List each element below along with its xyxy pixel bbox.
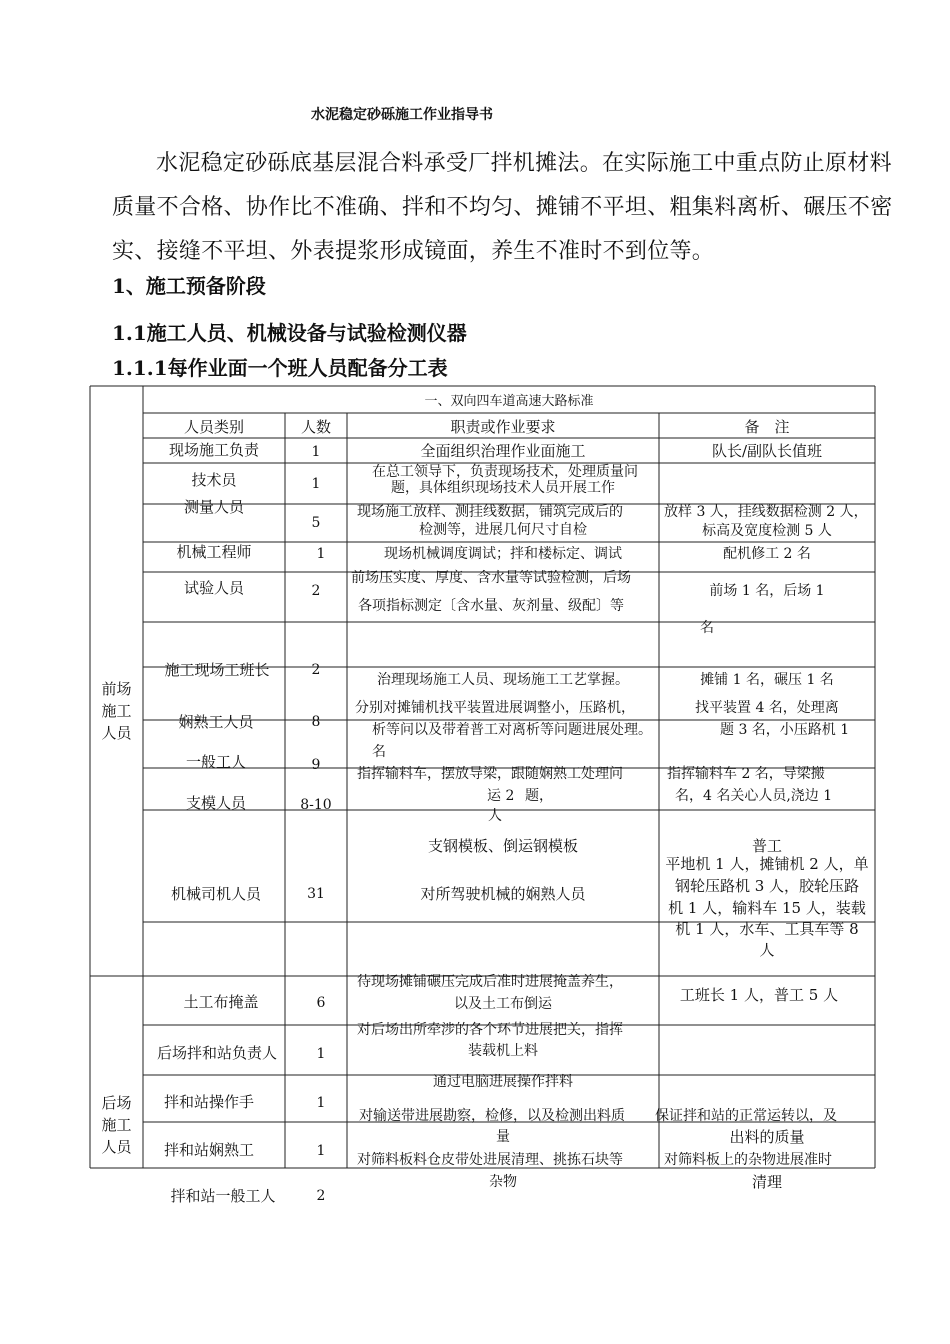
cell-role: 拌和站娴熟工 xyxy=(163,1141,254,1159)
cell-role: 测量人员 xyxy=(183,498,244,516)
cell-note-line: 放样 3 人，挂线数据检测 2 人， xyxy=(664,504,868,520)
header-duty: 职责或作业要求 xyxy=(450,418,556,436)
cell-role: 拌和站一般工人 xyxy=(170,1187,276,1205)
document-title: 水泥稳定砂砾施工作业指导书 xyxy=(311,107,493,123)
cell-duty-line: 以及土工布倒运 xyxy=(454,996,552,1012)
cell-role: 机械工程师 xyxy=(176,543,252,561)
cell-duty-line: 通过电脑进展操作拌料 xyxy=(433,1074,573,1090)
cell-role: 后场拌和站负责人 xyxy=(156,1044,277,1062)
cell-duty-line: 对后场出所牵涉的各个环节进展把关，指挥 xyxy=(357,1022,623,1038)
heading-1: 1、施工预备阶段 xyxy=(112,274,266,298)
intro-paragraph: 水泥稳定砂砾底基层混合料承受厂拌机摊法。在实际施工中重点防止原材料质量不合格、协作比不准确、拌和不均匀、摊铺不平坦、粗集料离析、碾压不密实、接缝不平坦、外表提浆形成镜面，养生不准时不到位等。 xyxy=(112,151,893,264)
cell-note: 工班长 1 人，普工 5 人 xyxy=(679,986,839,1004)
cell-role: 一般工人 xyxy=(185,753,246,771)
cell-count: 1 xyxy=(316,1143,326,1159)
cell-duty-line: 指挥输料车，摆放导梁，跟随娴熟工处理问 xyxy=(357,766,623,782)
cell-role: 机械司机人员 xyxy=(170,885,261,903)
cell-note: 队长/副队长值班 xyxy=(711,442,823,460)
cell-count: 1 xyxy=(316,1095,326,1111)
cell-duty-line: 量 xyxy=(496,1129,510,1145)
cell-duty-line: 待现场摊铺碾压完成后准时进展掩盖养生， xyxy=(357,974,623,990)
cell-duty-line: 前场压实度、厚度、含水量等试验检测，后场 xyxy=(351,570,631,586)
cell-count: 1 xyxy=(316,1046,326,1062)
cell-note-line: 保证拌和站的正常运转以，及 xyxy=(655,1108,837,1124)
cell-role: 支模人员 xyxy=(185,794,246,812)
cell-note-line: 名 xyxy=(700,620,714,636)
cell-note-line: 平地机 1 人，摊铺机 2 人，单 xyxy=(665,855,869,873)
cell-note-line: 出料的质量 xyxy=(729,1128,805,1146)
table-caption: 一、双向四车道高速大路标准 xyxy=(424,394,594,409)
group-front: 前场 施工 人员 xyxy=(101,680,132,742)
cell-role: 拌和站操作手 xyxy=(163,1093,254,1111)
cell-duty-line: 名 xyxy=(372,744,386,760)
cell-note-line: 对筛料板上的杂物进展准时 xyxy=(664,1152,832,1168)
cell-note-line: 钢轮压路机 3 人，胶轮压路 xyxy=(674,877,860,895)
cell-duty: 治理现场施工人员、现场施工工艺掌握。 xyxy=(377,672,629,688)
cell-note: 配机修工 2 名 xyxy=(723,546,811,562)
cell-role: 试验人员 xyxy=(183,579,244,597)
cell-duty-line: 题， xyxy=(525,788,553,804)
cell-duty-line: 对筛料板料仓皮带处进展清理、挑拣石块等 xyxy=(357,1152,623,1168)
cell-count: 2 xyxy=(311,583,321,599)
cell-duty-line: 题，具体组织现场技术人员开展工作 xyxy=(391,480,615,496)
cell-duty-line: 在总工领导下，负责现场技术，处理质量问 xyxy=(372,464,638,480)
cell-note-line: 名，4 名关心人员,浇边 1 xyxy=(675,788,833,804)
cell-duty: 全面组织治理作业面施工 xyxy=(420,442,586,460)
cell-count: 1 xyxy=(311,476,321,492)
cell-duty-line: 分别对摊铺机找平装置进展调整小，压路机， xyxy=(355,700,635,716)
cell-role: 施工现场工班长 xyxy=(164,661,270,679)
header-note: 备 注 xyxy=(744,418,790,436)
cell-note-line: 人 xyxy=(759,941,775,959)
cell-duty-line: 装载机上料 xyxy=(468,1043,538,1059)
cell-count: 2 xyxy=(316,1188,326,1204)
cell-note-line: 机 1 人，输料车 15 人，装载 xyxy=(668,899,866,917)
cell-count: 9 xyxy=(311,757,321,773)
cell-role: 技术员 xyxy=(191,471,237,489)
cell-duty-line: 杂物 xyxy=(489,1174,517,1190)
cell-count: 8-10 xyxy=(300,797,332,813)
cell-duty-line: 人 xyxy=(488,808,502,824)
cell-count: 6 xyxy=(316,995,326,1011)
cell-duty-line: 检测等，进展几何尺寸自检 xyxy=(419,522,587,538)
cell-count: 31 xyxy=(307,886,325,902)
cell-role: 现场施工负责 xyxy=(168,441,259,459)
cell-note-line: 指挥输料车 2 名，导梁搬 xyxy=(667,766,825,782)
cell-note: 普工 xyxy=(751,837,782,855)
cell-duty-line: 对输送带进展勘察，检修，以及检测出料质 xyxy=(359,1108,625,1124)
group-back: 后场 施工 人员 xyxy=(101,1094,132,1156)
cell-note: 摊铺 1 名，碾压 1 名 xyxy=(700,672,834,688)
cell-count: 1 xyxy=(311,444,321,460)
cell-note-line: 机 1 人，水车、工具车等 8 xyxy=(675,920,859,938)
cell-note-line: 题 3 名，小压路机 1 xyxy=(720,722,850,738)
cell-duty-line: 现场施工放样、测挂线数据，铺筑完成后的 xyxy=(357,504,623,520)
heading-1-1-1: 1.1.1每作业面一个班人员配备分工表 xyxy=(112,356,448,380)
cell-count: 5 xyxy=(311,515,321,531)
cell-duty-line: 析等问以及带着普工对离析等问题进展处理。 xyxy=(372,722,652,738)
heading-1-1: 1.1施工人员、机械设备与试验检测仪器 xyxy=(112,321,467,345)
cell-note-line: 找平装置 4 名，处理离 xyxy=(695,700,839,716)
cell-duty: 现场机械调度调试；拌和楼标定、调试 xyxy=(384,546,622,562)
cell-note-line: 标高及宽度检测 5 人 xyxy=(702,523,832,539)
cell-count: 2 xyxy=(311,662,321,678)
cell-note-line: 前场 1 名，后场 1 xyxy=(709,583,825,599)
cell-note-line: 清理 xyxy=(751,1173,782,1191)
cell-count: 8 xyxy=(311,714,321,730)
header-role: 人员类别 xyxy=(183,418,244,436)
cell-role: 娴熟工人员 xyxy=(178,713,254,731)
cell-duty-line: 各项指标测定〔含水量、灰剂量、级配〕等 xyxy=(358,598,624,614)
cell-role: 土工布掩盖 xyxy=(183,993,259,1011)
cell-duty: 对所驾驶机械的娴熟人员 xyxy=(420,885,586,903)
header-count: 人数 xyxy=(300,418,331,436)
cell-duty-line: 运 2 xyxy=(487,788,515,804)
cell-duty: 支钢模板、倒运钢模板 xyxy=(427,837,578,855)
cell-count: 1 xyxy=(316,546,326,562)
